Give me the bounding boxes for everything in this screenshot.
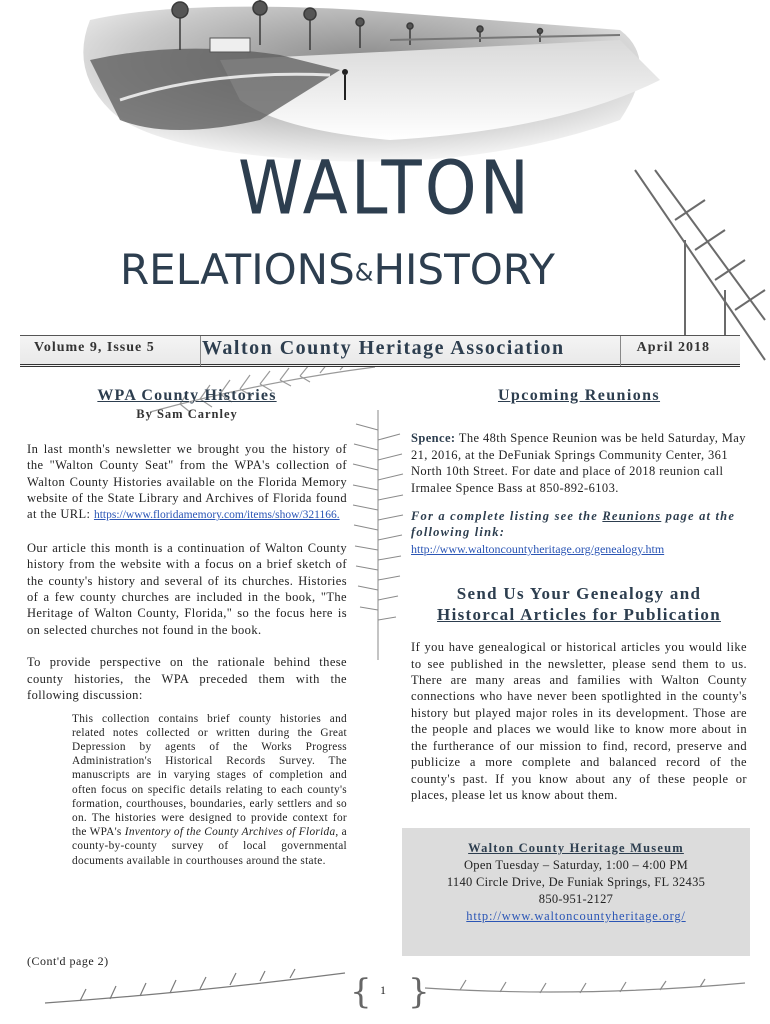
fern-decoration-bottom-left xyxy=(40,968,350,1008)
spence-reunion xyxy=(411,430,747,496)
museum-title: Walton County Heritage Museum xyxy=(468,841,684,855)
florida-memory-link[interactable]: https://www.floridamemory.com/items/show/321166. xyxy=(93,509,340,522)
museum-address: 1140 Circle Drive, De Funiak Springs, FL 32435 xyxy=(446,875,706,889)
museum-hours: Open Tuesday – Saturday, 1:00 – 4:00 PM xyxy=(463,858,689,872)
right-column xyxy=(411,388,747,803)
reunion-listing xyxy=(411,508,747,557)
wpa-quote-text-end: , a county-by-county survey of local governmental documents available in courthouses around the state. xyxy=(72,826,347,867)
continued-note: (Cont'd page 2) xyxy=(27,954,109,968)
wpa-heading: WPA County Histories xyxy=(97,387,277,404)
masthead-photo xyxy=(60,0,710,165)
subtitle-relations: RELATIONS xyxy=(120,245,355,294)
museum-info-box xyxy=(402,828,750,956)
masthead-title: WALTON xyxy=(237,145,533,232)
spence-text: The 48th Spence Reunion was be held Saturday, May 21, 2016, at the DeFuniak Springs Community Center, 361 North 10th Street. For date and place of 2018 reunion call Irmalee Spence Bass at 850-892-6103. xyxy=(411,431,746,495)
info-divider xyxy=(200,336,201,366)
wpa-paragraph-1 xyxy=(27,441,347,524)
page-number: 1 xyxy=(380,983,386,997)
info-divider xyxy=(620,336,621,366)
send-heading-line-2: Historcal Articles for Publication xyxy=(437,605,721,625)
listing-text-b: page at the following link: xyxy=(411,509,736,540)
museum-website-link[interactable]: http://www.waltoncountyheritage.org/ xyxy=(466,909,686,923)
spence-label: Spence: xyxy=(411,431,456,446)
wpa-quote-italic: Inventory of the County Archives of Florida xyxy=(124,826,336,839)
send-heading-line-1: Send Us Your Genealogy and xyxy=(456,584,702,604)
wpa-quote-text: This collection contains brief county histories and related notes collected or written during the Great Depression by agents of the Works Progress Administration's Historical Records Survey. The manuscripts are in varying stages of completion and often focus on specific details relating to each county's formation, courthouses, boundaries, early settlers and so on. The histories were designed to provide context for the WPA's xyxy=(72,712,347,839)
page-bracket-left: { xyxy=(350,972,372,1012)
listing-text-a: For a complete listing see the xyxy=(411,509,599,524)
fern-decoration-center xyxy=(348,410,408,660)
issue-info-bar xyxy=(20,335,740,367)
send-us-heading xyxy=(411,583,747,625)
wpa-paragraph-3: To provide perspective on the rationale behind these county histories, the WPA preceded them with the following discussion: xyxy=(27,655,347,703)
page-bracket-right: } xyxy=(408,972,430,1012)
museum-phone: 850-951-2127 xyxy=(538,892,614,906)
issue-date: April 2018 xyxy=(636,340,710,355)
reunions-page-word: Reunions xyxy=(602,509,662,524)
genealogy-link[interactable]: http://www.waltoncountyheritage.org/genealogy.htm xyxy=(411,541,665,556)
subtitle-ampersand: & xyxy=(354,258,374,287)
send-us-body: If you have genealogical or historical articles you would like to see published in the newsletter, please send them to us. There are many areas and families with Walton County connections who have never been spotlighted in the county's history but played major roles in its development. Those are the people and places we would like to know more about in the furtherance of our mission to find, record, preserve and publicize a more complete and balanced record of the county's past. If you know about any of these people or places, please let us know about them. xyxy=(411,640,747,802)
wpa-article xyxy=(27,388,347,868)
wpa-byline: By Sam Carnley xyxy=(136,407,238,422)
reunions-heading: Upcoming Reunions xyxy=(497,387,661,404)
wpa-paragraph-1-text: In last month's newsletter we brought you the history of the "Walton County Seat" from the WPA's collection of Walton County Histories available on the Florida Memory website of the State Library and Archives of Florida found at the URL: xyxy=(27,441,347,522)
volume-issue: Volume 9, Issue 5 xyxy=(34,340,155,355)
masthead-subtitle xyxy=(120,245,555,294)
subtitle-history: HISTORY xyxy=(373,245,555,294)
wpa-quote xyxy=(72,712,347,868)
wpa-paragraph-2: Our article this month is a continuation of Walton County history from the website with a focus on a brief sketch of the county's history and several of its churches. Histories of a few county churches are included in the book, "The Heritage of Walton County, Florida," so the focus here is on selected churches not found in the book. xyxy=(27,540,347,637)
fern-decoration-bottom-right xyxy=(420,968,750,1008)
association-name: Walton County Heritage Association xyxy=(202,337,565,359)
